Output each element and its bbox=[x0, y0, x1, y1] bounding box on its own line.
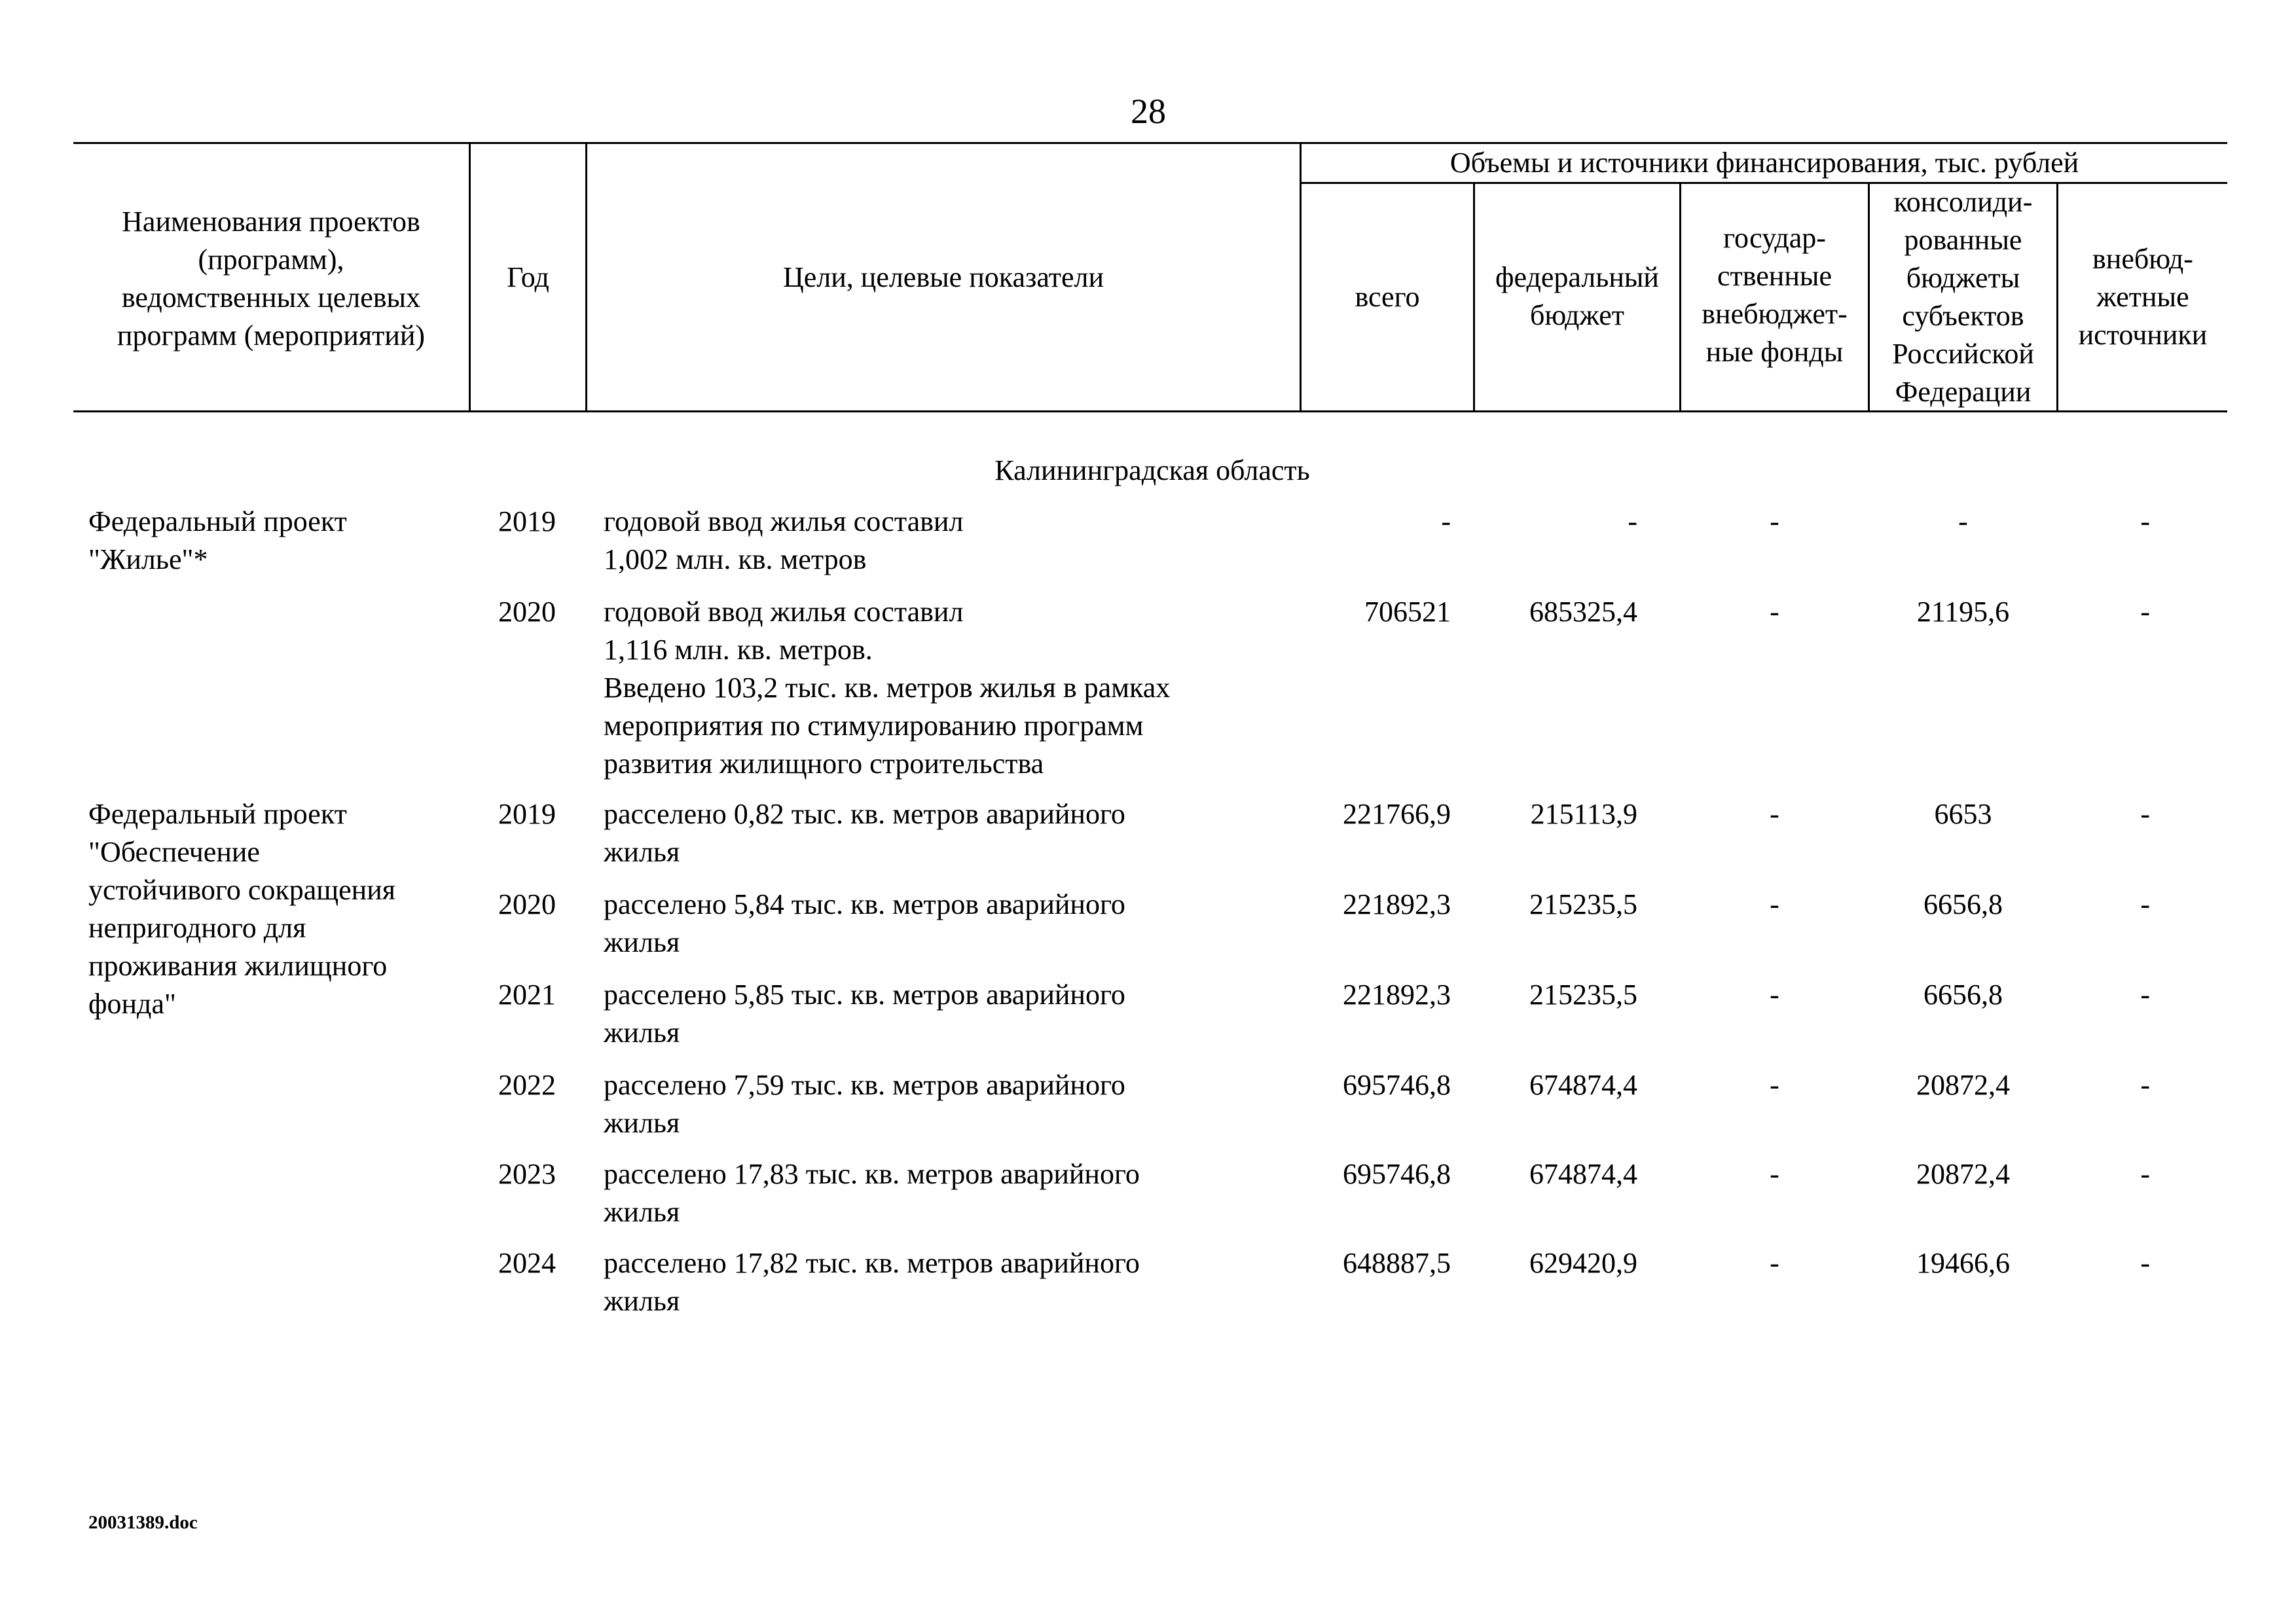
cell-state-funds: - bbox=[1770, 888, 1779, 920]
header-col-goals: Цели, целевые показатели bbox=[782, 261, 1104, 293]
table-row bbox=[0, 1155, 2296, 1231]
cell-goal: годовой ввод жилья составил 1,002 млн. кв. метров bbox=[604, 505, 964, 575]
header-col-offbudget: внебюд- жетные источники bbox=[2078, 243, 2208, 351]
table-row bbox=[0, 795, 2296, 871]
cell-total: 221892,3 bbox=[1343, 888, 1451, 920]
cell-offbudget: - bbox=[2140, 888, 2150, 920]
header-financing-title: Объемы и источники финансирования, тыс. рублей bbox=[1449, 147, 2079, 179]
table-row bbox=[0, 593, 2296, 783]
cell-regional: 6656,8 bbox=[1923, 979, 2003, 1011]
cell-total: 695746,8 bbox=[1343, 1158, 1451, 1190]
cell-year: 2023 bbox=[498, 1158, 556, 1190]
cell-offbudget: - bbox=[2140, 1247, 2150, 1279]
cell-year: 2020 bbox=[498, 888, 556, 920]
cell-state-funds: - bbox=[1770, 1069, 1779, 1101]
header-col-total: всего bbox=[1355, 281, 1420, 313]
cell-total: 221892,3 bbox=[1343, 979, 1451, 1011]
cell-offbudget: - bbox=[2140, 798, 2150, 830]
cell-state-funds: - bbox=[1770, 979, 1779, 1011]
region-title: Калининградская область bbox=[994, 454, 1310, 486]
cell-offbudget: - bbox=[2140, 1069, 2150, 1101]
cell-year: 2021 bbox=[498, 979, 556, 1011]
header-col-state-funds: государ- ственные внебюджет- ные фонды bbox=[1702, 222, 1848, 368]
cell-year: 2022 bbox=[498, 1069, 556, 1101]
project-name: Федеральный проект "Обеспечение устойчивого сокращения непригодного для проживания жилищного фонда" bbox=[88, 798, 396, 1020]
header-col-year: Год bbox=[507, 261, 549, 293]
cell-goal: годовой ввод жилья составил 1,116 млн. кв. метров. Введено 103,2 тыс. кв. метров жилья в рамках мероприятия по стимулированию программ развития жилищного строительства bbox=[604, 596, 1171, 780]
cell-goal: расселено 5,84 тыс. кв. метров аварийного жилья bbox=[604, 888, 1125, 958]
cell-year: 2020 bbox=[498, 596, 556, 628]
header-col-name: Наименования проектов (программ), ведомственных целевых программ (мероприятий) bbox=[117, 206, 426, 352]
header-divider-3 bbox=[1300, 142, 1302, 412]
cell-regional: 6653 bbox=[1934, 798, 1992, 830]
cell-state-funds: - bbox=[1770, 798, 1779, 830]
header-col-federal: федеральный бюджет bbox=[1495, 261, 1659, 331]
table-row bbox=[0, 976, 2296, 1052]
cell-offbudget: - bbox=[2140, 979, 2150, 1011]
cell-goal: расселено 17,82 тыс. кв. метров аварийного жилья bbox=[604, 1247, 1140, 1317]
cell-year: 2019 bbox=[498, 798, 556, 830]
cell-total: 221766,9 bbox=[1343, 798, 1451, 830]
cell-goal: расселено 5,85 тыс. кв. метров аварийного жилья bbox=[604, 979, 1125, 1049]
cell-regional: - bbox=[1958, 505, 1968, 537]
cell-total: 706521 bbox=[1364, 596, 1451, 628]
table-row bbox=[0, 1244, 2296, 1320]
cell-year: 2019 bbox=[498, 505, 556, 537]
cell-total: 695746,8 bbox=[1343, 1069, 1451, 1101]
cell-offbudget: - bbox=[2140, 596, 2150, 628]
cell-regional: 19466,6 bbox=[1916, 1247, 2010, 1279]
cell-regional: 21195,6 bbox=[1916, 596, 2010, 628]
cell-goal: расселено 17,83 тыс. кв. метров аварийного жилья bbox=[604, 1158, 1140, 1228]
header-col-regional: консолиди- рованные бюджеты субъектов Российской Федерации bbox=[1892, 186, 2034, 408]
cell-year: 2024 bbox=[498, 1247, 556, 1279]
cell-federal: 215113,9 bbox=[1530, 798, 1637, 830]
cell-federal: 674874,4 bbox=[1529, 1158, 1637, 1190]
cell-state-funds: - bbox=[1770, 1247, 1779, 1279]
cell-state-funds: - bbox=[1770, 505, 1779, 537]
cell-state-funds: - bbox=[1770, 1158, 1779, 1190]
cell-federal: 685325,4 bbox=[1529, 596, 1637, 628]
cell-state-funds: - bbox=[1770, 596, 1779, 628]
cell-federal: - bbox=[1628, 505, 1637, 537]
cell-regional: 20872,4 bbox=[1916, 1069, 2010, 1101]
project-name: Федеральный проект "Жилье"* bbox=[88, 505, 347, 575]
cell-regional: 20872,4 bbox=[1916, 1158, 2010, 1190]
page-number: 28 bbox=[1131, 92, 1166, 131]
table-row bbox=[0, 1066, 2296, 1142]
cell-total: - bbox=[1441, 505, 1451, 537]
table-row bbox=[0, 886, 2296, 962]
cell-offbudget: - bbox=[2140, 1158, 2150, 1190]
footer-filename: 20031389.doc bbox=[88, 1512, 198, 1533]
cell-total: 648887,5 bbox=[1343, 1247, 1451, 1279]
cell-federal: 674874,4 bbox=[1529, 1069, 1637, 1101]
cell-offbudget: - bbox=[2140, 505, 2150, 537]
financing-subheader-rule bbox=[1300, 182, 2227, 184]
cell-goal: расселено 0,82 тыс. кв. метров аварийного жилья bbox=[604, 798, 1125, 868]
cell-federal: 215235,5 bbox=[1529, 888, 1637, 920]
table-row bbox=[0, 503, 2296, 579]
cell-regional: 6656,8 bbox=[1923, 888, 2003, 920]
cell-federal: 215235,5 bbox=[1529, 979, 1637, 1011]
cell-federal: 629420,9 bbox=[1529, 1247, 1637, 1279]
cell-goal: расселено 7,59 тыс. кв. метров аварийного жилья bbox=[604, 1069, 1125, 1139]
